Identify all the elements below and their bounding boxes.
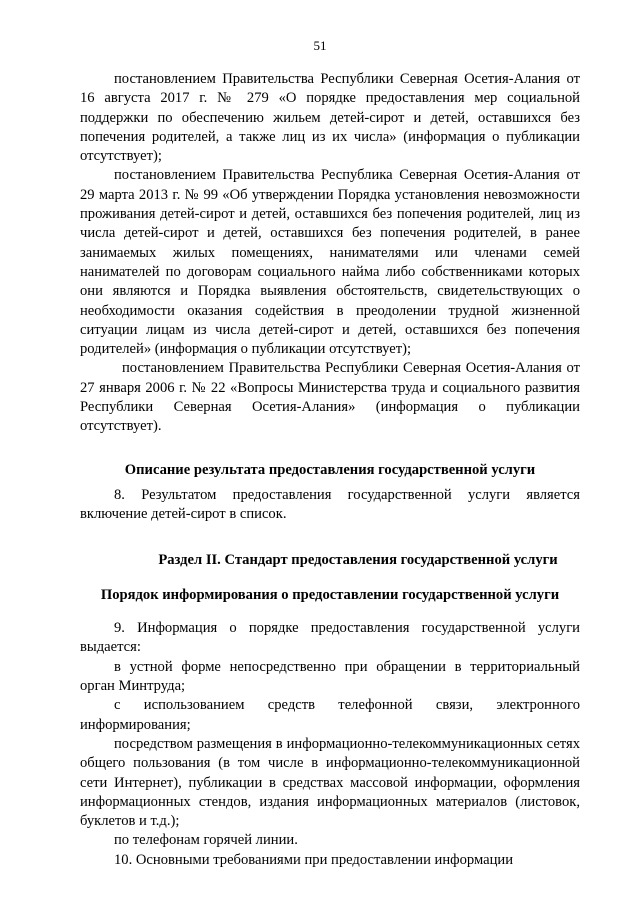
- list-item-oral-form: в устной форме непосредственно при обращении в территориальный орган Минтруда;: [80, 658, 580, 695]
- paragraph-resolution-22: постановлением Правительства Республики Северная Осетия-Алания от 27 января 2006 г. № 22 «Вопросы Министерства труда и социального развития Республики Северная Осетия-Алания» (информация о публикации отсутствует).: [80, 360, 580, 435]
- paragraph-8: 8. Результатом предоставления государственной услуги является включение детей-сирот в список.: [80, 486, 580, 523]
- list-item-hotline: по телефонам горячей линии.: [114, 832, 298, 849]
- paragraph-10: 10. Основными требованиями при предоставлении информации: [114, 851, 514, 868]
- heading-section-2: Раздел II. Стандарт предоставления государственной услуги: [158, 551, 558, 568]
- list-item-telephone: с использованием средств телефонной связи, электронного информирования;: [80, 697, 580, 733]
- heading-informing-procedure: Порядок информирования о предоставлении государственной услуги: [100, 586, 560, 603]
- page-number: 51: [313, 38, 327, 53]
- paragraph-resolution-279: постановлением Правительства Республики Северная Осетия-Алания от 16 августа 2017 г. № 279 «О порядке предоставления мер социальной поддержки по обеспечению жильем детей-сирот и детей, оставшихся без попечения родителей, а также лиц из их числа» (информация о публикации отсутствует);: [80, 71, 580, 165]
- document-body: [80, 64, 580, 870]
- paragraph-resolution-99: постановлением Правительства Республика Северная Осетия-Алания от 29 марта 2013 г. № 99 «Об утверждении Порядка установления невозможности проживания детей-сирот и детей, оставшихся без попечения родителей, лиц из числа детей-сирот и детей, оставшихся без попечения родителей, в ранее занимаемых жилых помещениях, нанимателями или членами семей нанимателей по договорам социального найма либо собственниками которых они являются и Порядка выявления обстоятельств, свидетельствующих о необходимости оказания содействия в преодолении трудной жизненной ситуации лицам из числа детей-сирот и детей, оставшихся без попечения родителей» (информация о публикации отсутствует);: [80, 167, 580, 358]
- list-item-publication: посредством размещения в информационно-телекоммуникационных сетях общего пользования (в том числе в информационно-телекоммуникационной сети Интернет), публикации в средствах массовой информации, оформления информационных стендов, издания информационных материалов (листовок, буклетов и т.д.);: [80, 735, 580, 830]
- heading-result-description: Описание результата предоставления государственной услуги: [124, 461, 536, 478]
- paragraph-9: 9. Информация о порядке предоставления государственной услуги выдается:: [80, 620, 580, 656]
